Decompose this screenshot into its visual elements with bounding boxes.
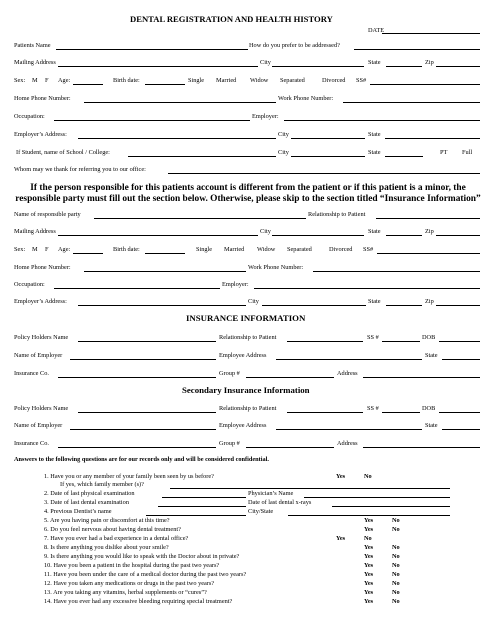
responsible-relationship-label: Relationship to Patient (308, 211, 366, 218)
question-4: 4. Previous Dentist’s name (44, 508, 112, 515)
secondary-insurance-heading: Secondary Insurance Information (182, 385, 310, 395)
insurance-state-field[interactable] (442, 359, 480, 360)
responsible-employer-state-field[interactable] (386, 305, 422, 306)
previous-dentist-field[interactable] (146, 515, 246, 516)
city-label: City (260, 59, 271, 66)
responsible-home-phone-field[interactable] (84, 271, 246, 272)
state-label: State (368, 59, 381, 66)
school-state-field[interactable] (385, 156, 423, 157)
dentist-city-state-label: City/State (248, 508, 274, 515)
question-2: 2. Date of last physical examination (44, 490, 135, 497)
question-11-yes[interactable]: Yes (364, 571, 374, 578)
patients-name-label: Patients Name (14, 42, 51, 49)
form-title: DENTAL REGISTRATION AND HEALTH HISTORY (130, 14, 333, 24)
state-field[interactable] (386, 66, 422, 67)
question-7-yes[interactable]: Yes (336, 535, 346, 542)
secondary-relationship-label: Relationship to Patient (219, 405, 277, 412)
question-13: 13. Are you taking any vitamins, herbal supplements or “cures”? (44, 589, 207, 596)
addressed-field[interactable] (354, 49, 480, 50)
responsible-city-label: City (260, 228, 271, 235)
question-9-yes[interactable]: Yes (364, 553, 374, 560)
insurance-employee-address-label: Employee Address (219, 352, 267, 359)
question-6-yes[interactable]: Yes (364, 526, 374, 533)
insurance-employer-label: Name of Employer (14, 352, 63, 359)
question-14: 14. Have you ever had any excessive bleeding requiring special treatment? (44, 598, 233, 605)
widow-option[interactable]: Widow (250, 77, 269, 84)
question-1-yes[interactable]: Yes (336, 473, 346, 480)
question-9-no[interactable]: No (392, 553, 400, 560)
ss-label: SS# (356, 77, 367, 84)
responsible-work-phone-field[interactable] (313, 271, 480, 272)
responsible-zip-label: Zip (425, 228, 434, 235)
responsible-sex-label: Sex: (14, 246, 26, 253)
school-field[interactable] (128, 156, 276, 157)
responsible-party-notice: If the person responsible for this patients account is different from the patient or if this patient is a minor, the responsible party must fill out the section below. Otherwise, please skip to the section titled “Insurance Information” (15, 183, 481, 204)
employer-state-field[interactable] (385, 138, 480, 139)
sex-label: Sex: (14, 77, 26, 84)
addressed-label: How do you prefer to be addressed? (249, 42, 340, 49)
insurance-heading: INSURANCE INFORMATION (186, 313, 306, 323)
responsible-state-field[interactable] (386, 235, 422, 236)
insurance-co-label: Insurance Co. (14, 370, 49, 377)
pt-option[interactable]: PT (440, 149, 448, 156)
question-10-yes[interactable]: Yes (364, 562, 374, 569)
question-10-no[interactable]: No (392, 562, 400, 569)
question-5-no[interactable]: No (392, 517, 400, 524)
question-7-no[interactable]: No (364, 535, 372, 542)
insurance-relationship-label: Relationship to Patient (219, 334, 277, 341)
birth-date-field[interactable] (145, 84, 185, 85)
question-9: 9. Is there anything you would like to speak with the Doctor about in private? (44, 553, 240, 560)
secondary-insurance-co-field[interactable] (58, 447, 216, 448)
question-7: 7. Have you ever had a bad experience in a dental office? (44, 535, 189, 542)
secondary-address-field[interactable] (363, 447, 480, 448)
question-13-no[interactable]: No (392, 589, 400, 596)
employer-city-label: City (278, 131, 289, 138)
employer-label: Employer: (252, 113, 279, 120)
city-field[interactable] (272, 66, 364, 67)
responsible-name-label: Name of responsible party (14, 211, 81, 218)
physician-name-field[interactable] (304, 497, 450, 498)
responsible-employer-state-label: State (368, 298, 381, 305)
responsible-birth-label: Birth date: (113, 246, 140, 253)
married-option[interactable]: Married (216, 77, 237, 84)
student-label: If Student, name of School / College: (16, 149, 110, 156)
responsible-birth-field[interactable] (145, 253, 185, 254)
responsible-employers-address-field[interactable] (78, 305, 246, 306)
responsible-sex-m-option[interactable]: M (32, 246, 38, 253)
work-phone-label: Work Phone Number: (278, 95, 334, 102)
referral-field[interactable] (168, 173, 480, 174)
insurance-dob-field[interactable] (439, 341, 480, 342)
insurance-group-label: Group # (219, 370, 240, 377)
mailing-address-label: Mailing Address (14, 59, 56, 66)
question-6: 6. Do you feel nervous about having dental treatment? (44, 526, 181, 533)
question-1: 1. Have you or any member of your family been seen by us before? (44, 473, 214, 480)
question-8: 8. Is there anything you dislike about your smile? (44, 544, 169, 551)
ss-field[interactable] (370, 84, 480, 85)
question-12: 12. Have you taken any medications or drugs in the past two years? (44, 580, 215, 587)
question-3: 3. Date of last dental examination (44, 499, 129, 506)
responsible-ss-label: SS# (363, 246, 374, 253)
question-1-no[interactable]: No (364, 473, 372, 480)
secondary-address-label: Address (337, 440, 358, 447)
dental-xrays-field[interactable] (332, 506, 450, 507)
employer-city-field[interactable] (291, 138, 365, 139)
secondary-ss-field[interactable] (382, 412, 420, 413)
responsible-employer-zip-field[interactable] (436, 305, 480, 306)
mailing-address-field[interactable] (58, 66, 258, 67)
birth-date-label: Birth date: (113, 77, 140, 84)
secondary-employer-field[interactable] (70, 429, 216, 430)
insurance-address-field[interactable] (363, 377, 480, 378)
responsible-married-option[interactable]: Married (224, 246, 245, 253)
responsible-employer-city-label: City (248, 298, 259, 305)
insurance-state-label: State (425, 352, 438, 359)
dentist-city-state-field[interactable] (288, 515, 450, 516)
separated-option[interactable]: Separated (280, 77, 305, 84)
secondary-state-label: State (425, 422, 438, 429)
secondary-group-label: Group # (219, 440, 240, 447)
full-option[interactable]: Full (462, 149, 473, 156)
insurance-dob-label: DOB (422, 334, 436, 341)
sex-m-option[interactable]: M (32, 77, 38, 84)
employer-field[interactable] (284, 120, 480, 121)
secondary-policy-holder-label: Policy Holders Name (14, 405, 69, 412)
responsible-employer-field[interactable] (254, 288, 480, 289)
secondary-relationship-field[interactable] (287, 412, 363, 413)
employers-address-label: Employer’s Address: (14, 131, 67, 138)
secondary-employee-address-label: Employee Address (219, 422, 267, 429)
question-14-yes[interactable]: Yes (364, 598, 374, 605)
referral-label: Whom may we thank for referring you to our office: (14, 166, 146, 173)
secondary-dob-field[interactable] (439, 412, 480, 413)
work-phone-field[interactable] (343, 102, 480, 103)
age-field[interactable] (73, 84, 103, 85)
responsible-age-field[interactable] (73, 253, 103, 254)
responsible-employers-address-label: Employer’s Address: (14, 298, 67, 305)
question-5: 5. Are you having pain or discomfort at this time? (44, 517, 170, 524)
secondary-insurance-co-label: Insurance Co. (14, 440, 49, 447)
date-label: DATE (368, 27, 385, 34)
single-option[interactable]: Single (188, 77, 205, 84)
home-phone-label: Home Phone Number: (14, 95, 71, 102)
insurance-ss-field[interactable] (382, 341, 420, 342)
responsible-occupation-label: Occupation: (14, 281, 45, 288)
date-field[interactable] (382, 33, 480, 34)
responsible-separated-option[interactable]: Separated (287, 246, 312, 253)
responsible-city-field[interactable] (272, 235, 364, 236)
policy-holder-label: Policy Holders Name (14, 334, 69, 341)
responsible-state-label: State (368, 228, 381, 235)
responsible-employer-label: Employer: (222, 281, 249, 288)
responsible-name-field[interactable] (94, 218, 306, 219)
responsible-ss-field[interactable] (377, 253, 480, 254)
dental-xrays-label: Date of last dental x-rays (248, 499, 312, 506)
question-11-no[interactable]: No (392, 571, 400, 578)
responsible-widow-option[interactable]: Widow (257, 246, 276, 253)
occupation-field[interactable] (54, 120, 250, 121)
responsible-age-label: Age: (58, 246, 71, 253)
question-11: 11. Have you been under the care of a medical doctor during the past two years? (44, 571, 247, 578)
insurance-co-field[interactable] (58, 377, 216, 378)
school-city-field[interactable] (291, 156, 365, 157)
responsible-divorced-option[interactable]: Divorced (329, 246, 353, 253)
question-8-no[interactable]: No (392, 544, 400, 551)
zip-field[interactable] (436, 66, 480, 67)
insurance-ss-label: SS # (367, 334, 379, 341)
question-12-no[interactable]: No (392, 580, 400, 587)
secondary-state-field[interactable] (442, 429, 480, 430)
policy-holder-field[interactable] (78, 341, 216, 342)
responsible-sex-f-option[interactable]: F (45, 246, 49, 253)
question-12-yes[interactable]: Yes (364, 580, 374, 587)
family-member-field[interactable] (170, 488, 450, 489)
occupation-label: Occupation: (14, 113, 45, 120)
physician-name-label: Physician’s Name (248, 490, 294, 497)
zip-label: Zip (425, 59, 434, 66)
secondary-dob-label: DOB (422, 405, 436, 412)
question-13-yes[interactable]: Yes (364, 589, 374, 596)
responsible-relationship-field[interactable] (376, 218, 480, 219)
question-5-yes[interactable]: Yes (364, 517, 374, 524)
question-10: 10. Have you been a patient in the hospital during the past two years? (44, 562, 220, 569)
responsible-home-phone-label: Home Phone Number: (14, 264, 71, 271)
employers-address-field[interactable] (78, 138, 276, 139)
home-phone-field[interactable] (84, 102, 276, 103)
responsible-single-option[interactable]: Single (196, 246, 213, 253)
responsible-occupation-field[interactable] (54, 288, 220, 289)
insurance-relationship-field[interactable] (287, 341, 363, 342)
insurance-employer-field[interactable] (70, 359, 216, 360)
question-6-no[interactable]: No (392, 526, 400, 533)
patients-name-field[interactable] (56, 49, 248, 50)
sex-f-option[interactable]: F (45, 77, 49, 84)
secondary-employee-address-field[interactable] (276, 429, 422, 430)
school-city-label: City (278, 149, 289, 156)
last-dental-field[interactable] (158, 506, 246, 507)
employer-state-label: State (368, 131, 381, 138)
divorced-option[interactable]: Divorced (322, 77, 346, 84)
secondary-group-field[interactable] (246, 447, 334, 448)
insurance-employee-address-field[interactable] (276, 359, 422, 360)
question-8-yes[interactable]: Yes (364, 544, 374, 551)
responsible-work-phone-label: Work Phone Number: (248, 264, 304, 271)
question-1-sub: If yes, which family member (s)? (60, 481, 144, 488)
secondary-ss-label: SS # (367, 405, 379, 412)
secondary-employer-label: Name of Employer (14, 422, 63, 429)
question-14-no[interactable]: No (392, 598, 400, 605)
confidential-notice: Answers to the following questions are for our records only and will be considered confidential. (14, 456, 269, 463)
insurance-address-label: Address (337, 370, 358, 377)
responsible-employer-city-field[interactable] (262, 305, 366, 306)
age-label: Age: (58, 77, 71, 84)
responsible-zip-field[interactable] (436, 235, 480, 236)
school-state-label: State (368, 149, 381, 156)
responsible-mailing-label: Mailing Address (14, 228, 56, 235)
responsible-employer-zip-label: Zip (425, 298, 434, 305)
insurance-group-field[interactable] (246, 377, 334, 378)
secondary-policy-holder-field[interactable] (78, 412, 216, 413)
last-physical-field[interactable] (162, 497, 246, 498)
responsible-mailing-field[interactable] (58, 235, 258, 236)
